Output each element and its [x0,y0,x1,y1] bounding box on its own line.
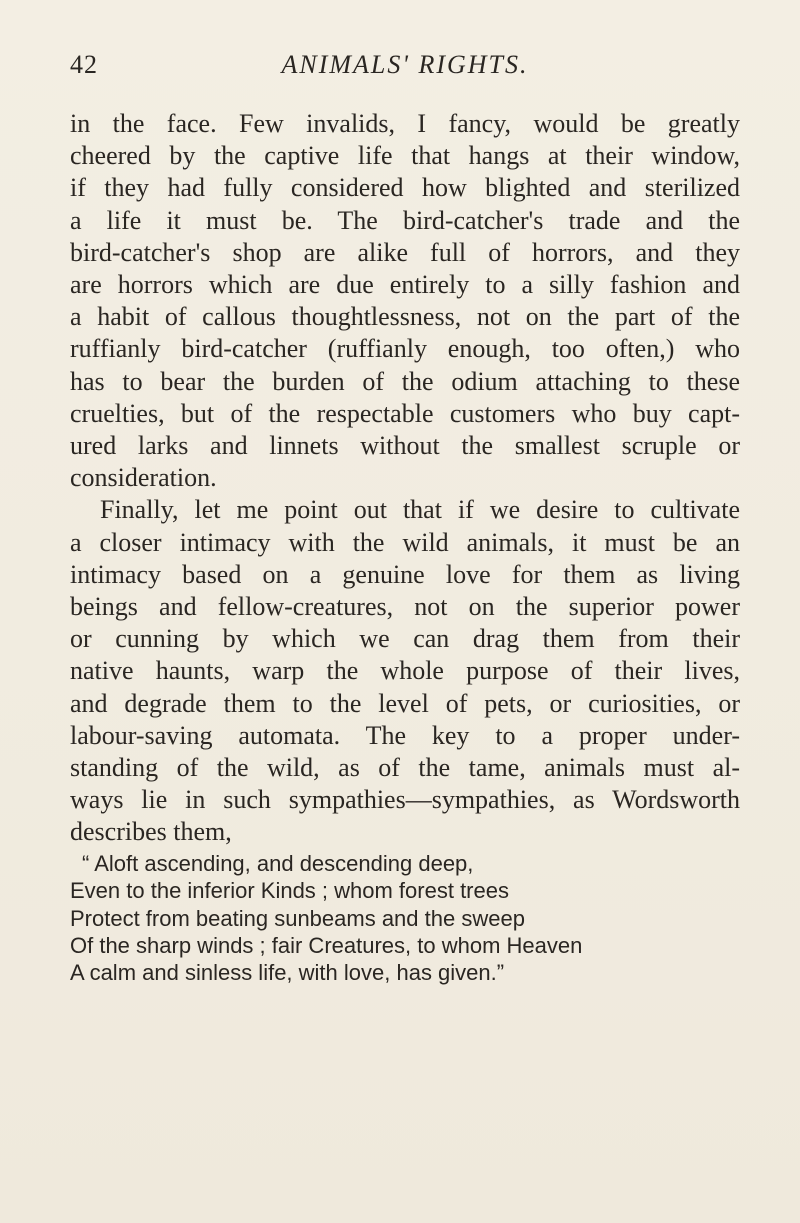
text-line: a habit of callous thoughtlessness, not on the part of the [70,302,740,332]
verse-line: “ Aloft ascending, and descending deep, [82,851,474,876]
verse-line: Of the sharp winds ; fair Creatures, to whom Heaven [70,932,583,958]
text-line: beings and fellow-creatures, not on the superior power [70,592,740,622]
verse-line: A calm and sinless life, with love, has given.” [70,960,505,986]
text-line: bird-catcher's shop are alike full of horrors, and they [70,237,740,267]
text-line: ruffianly bird-catcher (ruffianly enough, too often,) who [70,334,740,364]
text-line: consideration. [70,463,217,493]
text-line: ured larks and linnets without the smallest scruple or [70,431,740,461]
text-line: in the face. Few invalids, I fancy, would be greatly [70,109,740,138]
text-line: native haunts, warp the whole purpose of their lives, [70,656,740,686]
verse-line: Even to the inferior Kinds ; whom forest trees [70,878,509,904]
text-line: ways lie in such sympathies—sympathies, as Wordsworth [70,785,740,815]
text-line: if they had fully considered how blighted and sterilized [70,173,740,203]
text-line: cheered by the captive life that hangs at their window, [70,141,740,171]
paragraph-2 [70,494,740,848]
text-line: cruelties, but of the respectable customers who buy capt- [70,398,740,428]
running-head [70,50,740,90]
text-line: or cunning by which we can drag them from their [70,624,740,654]
paragraph-1 [70,108,740,494]
text-line: and degrade them to the level of pets, or curiosities, or [70,688,740,718]
page-number: 42 [70,50,98,79]
running-title: ANIMALS' RIGHTS. [281,50,529,79]
text-line: intimacy based on a genuine love for them as living [70,559,740,589]
text-line: are horrors which are due entirely to a silly fashion and [70,270,740,300]
text-line: a life it must be. The bird-catcher's trade and the [70,205,740,235]
text-line: describes them, [70,817,232,847]
text-line: Finally, let me point out that if we desire to cultivate [100,495,740,525]
body-text [70,108,740,849]
text-line: a closer intimacy with the wild animals, it must be an [70,527,740,557]
text-line: has to bear the burden of the odium attaching to these [70,366,740,396]
verse-line: Protect from beating sunbeams and the sweep [70,905,525,931]
verse-quotation [70,850,740,986]
text-line: labour-saving automata. The key to a proper under- [70,720,740,750]
text-line: standing of the wild, as of the tame, animals must al- [70,753,740,783]
